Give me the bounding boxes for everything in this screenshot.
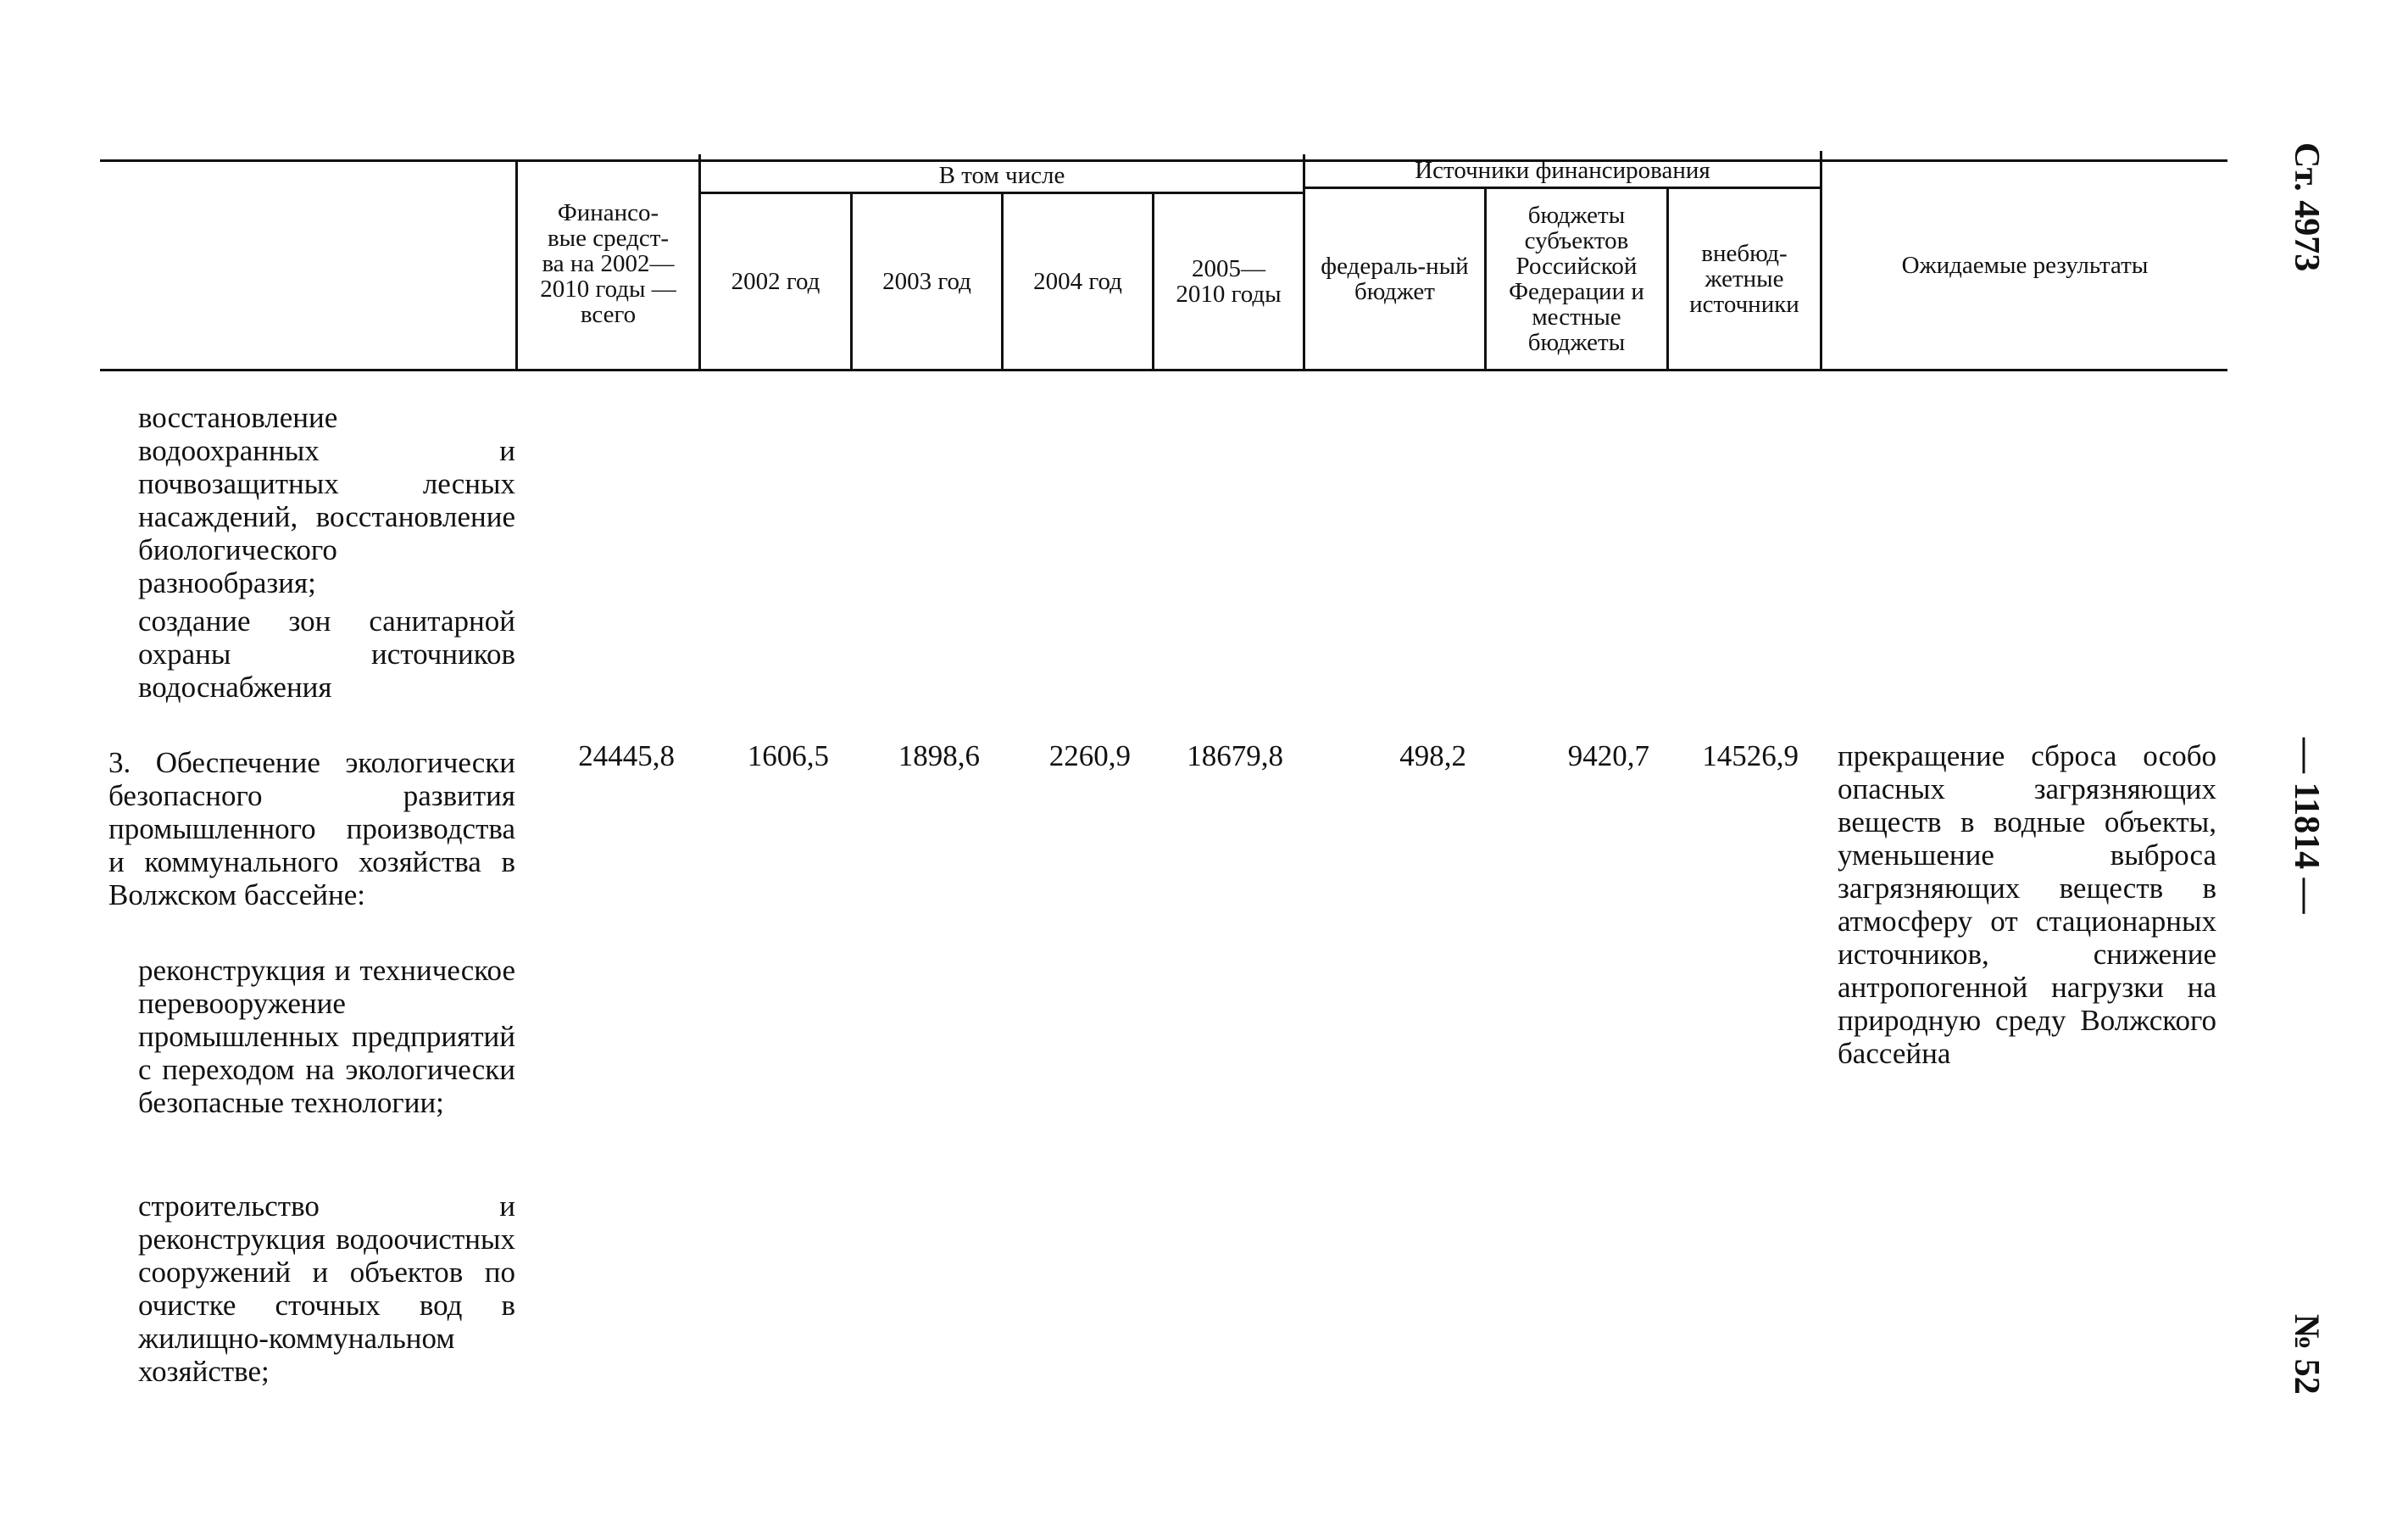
header-sources: Источники финансирования <box>1415 157 1710 184</box>
header-year-2002: 2002 год <box>731 268 820 295</box>
header-year-2004: 2004 год <box>1033 268 1122 295</box>
value-2005-2010: 18679,8 <box>1187 739 1283 772</box>
header-year-2003: 2003 год <box>882 268 971 295</box>
row-item-restore: восстановление водоохранных и почвозащитных лесных насаждений, восстановление биологического разнообразия; <box>138 401 515 599</box>
header-financing-total: Финансо-вые средст-ва на 2002—2010 годы — всего <box>540 199 676 328</box>
header-year-2005-2010: 2005—2010 годы <box>1176 255 1282 308</box>
value-federal: 498,2 <box>1399 739 1466 772</box>
side-issue: № 52 <box>2287 1314 2326 1395</box>
value-2003: 1898,6 <box>898 739 980 772</box>
header-results: Ожидаемые результаты <box>1901 251 2149 279</box>
row-item3-title: 3. Обеспечение экологически безопасного развития промышленного производства и коммунального хозяйства в Волжском бассейне: <box>108 746 515 911</box>
row-item3-result: прекращение сброса особо опасных загрязняющих веществ в водные объекты, уменьшение выброса загрязняющих веществ в атмосферу от стационарных источников, снижение антропогенной нагрузки на природную среду Волжского бассейна <box>1838 739 2216 1070</box>
side-page-ref: Ст. 4973 <box>2287 142 2326 272</box>
value-2002: 1606,5 <box>747 739 829 772</box>
row-item-reconstruction: реконструкция и техническое перевооружение промышленных предприятий с переходом на экологически безопасные технологии; <box>138 954 515 1119</box>
value-regional: 9420,7 <box>1567 739 1649 772</box>
value-extrabudget: 14526,9 <box>1702 739 1799 772</box>
header-bottom-rule <box>100 369 2227 371</box>
row-item-water-treatment: строительство и реконструкция водоочистных сооружений и объектов по очистке сточных вод в жилищно-коммунальном хозяйстве; <box>138 1189 515 1388</box>
value-2004: 2260,9 <box>1048 739 1131 772</box>
header-federal: федераль-ный бюджет <box>1321 253 1469 305</box>
header-extrabudget: внебюд-жетные источники <box>1689 240 1799 318</box>
value-total: 24445,8 <box>578 739 675 772</box>
header-regional: бюджеты субъектов Российской Федерации и местные бюджеты <box>1509 202 1644 356</box>
header-including: В том числе <box>938 162 1065 189</box>
side-page-number: — 11814 — <box>2287 738 2326 914</box>
row-item-sanitary: создание зон санитарной охраны источников водоснабжения <box>138 604 515 704</box>
